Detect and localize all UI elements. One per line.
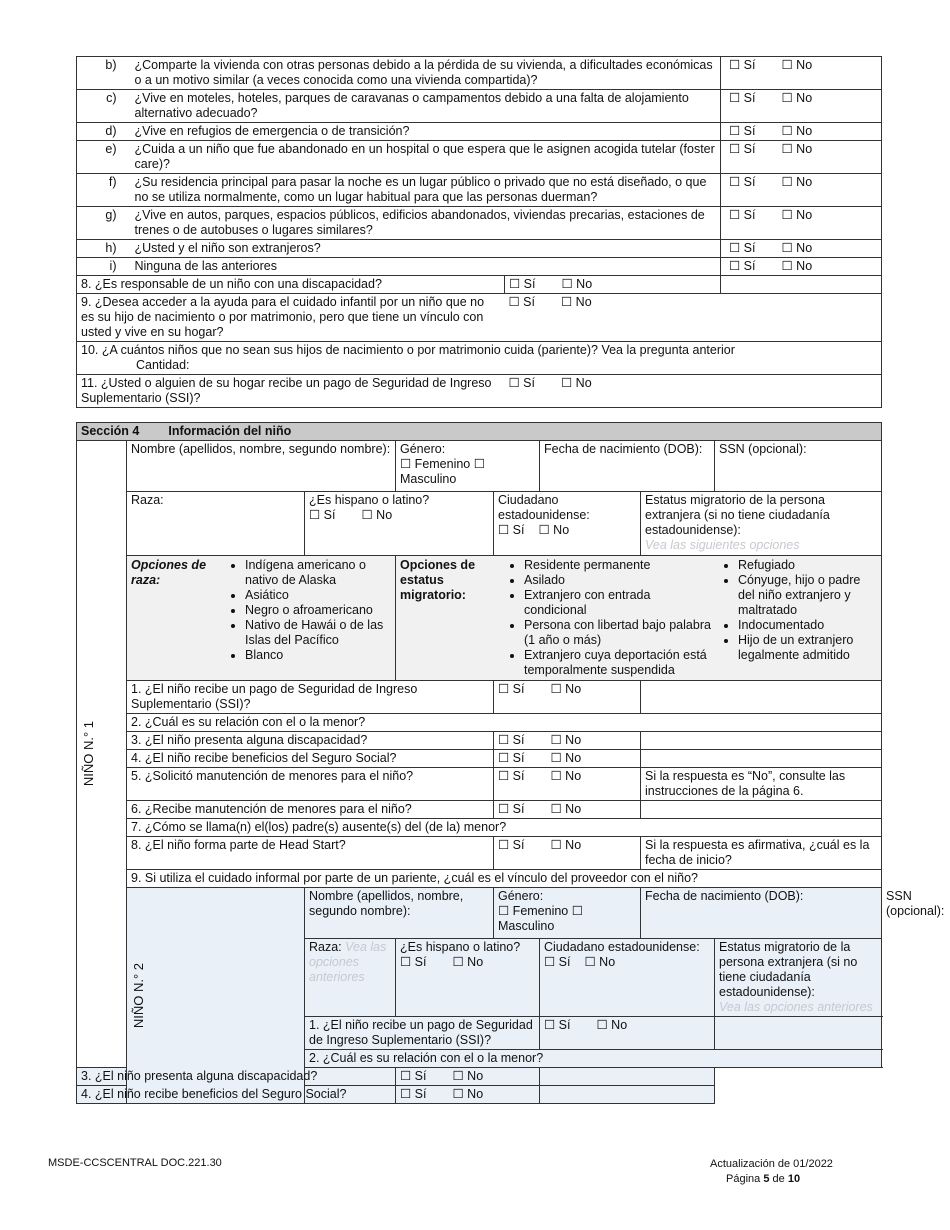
child-2-q1-yes[interactable]: ☐ Sí (544, 1018, 571, 1032)
section-title: Información del niño (168, 424, 292, 438)
child-1-q1-empty (641, 681, 882, 714)
child-1-q5-yes[interactable]: ☐ Sí (498, 769, 525, 783)
housing-question-row (77, 174, 882, 207)
child-2-immigration-hint: Vea las opciones anteriores (719, 1000, 873, 1014)
q8-options (505, 276, 721, 294)
yes-checkbox[interactable]: ☐ Sí (729, 241, 756, 255)
yes-checkbox[interactable]: ☐ Sí (729, 124, 756, 138)
child-1-q1-no[interactable]: ☐ No (550, 682, 582, 696)
yes-checkbox[interactable]: ☐ Sí (729, 91, 756, 105)
question-text: ¿Vive en refugios de emergencia o de transición? (131, 123, 721, 141)
child-1-male-checkbox[interactable]: Masculino (400, 472, 457, 486)
gender-label: Género: (498, 889, 544, 903)
race-options-cell (127, 556, 396, 681)
footer-page-of: de (772, 1173, 785, 1185)
question-letter: g) (77, 207, 131, 240)
race-label: Raza: (131, 493, 164, 507)
child-2-male-checkbox[interactable]: Masculino (498, 919, 555, 933)
q9-no-checkbox[interactable]: ☐ No (561, 295, 592, 309)
child-1-q1: 1. ¿El niño recibe un pago de Seguridad de Ingreso Suplementario (SSI)? (127, 681, 494, 714)
child-1-female-checkbox[interactable]: ☐ Femenino ☐ (400, 457, 485, 471)
option-item: • Nativo de Hawái o de las Islas del Pacífico (245, 618, 391, 648)
hispanic-label: ¿Es hispano o latino? (309, 493, 430, 507)
question-options (721, 90, 882, 123)
child-2-citizen-no[interactable]: ☐ No (584, 955, 616, 969)
child-2-hispanic-yes[interactable]: ☐ Sí (400, 955, 427, 969)
child-1-dob-field[interactable] (540, 441, 715, 492)
housing-question-row (77, 240, 882, 258)
child-1-q9[interactable]: 9. Si utiliza el cuidado informal por parte de un pariente, ¿cuál es el vínculo del proveedor con el niño? (127, 870, 882, 888)
q9-options (505, 294, 882, 342)
housing-question-row (77, 123, 882, 141)
status-options-label: Opciones de estatus migratorio: (400, 558, 476, 602)
q10-cell (77, 342, 882, 375)
child-1-hispanic-field (305, 492, 494, 556)
hispanic-label: ¿Es hispano o latino? (400, 940, 521, 954)
q9-text (77, 294, 505, 342)
child-1-q3-empty (641, 732, 882, 750)
option-item: • Indocumentado (738, 618, 877, 633)
q9-label: 9. ¿Desea acceder a la ayuda para el cuidado infantil por un niño que no es su hijo de nacimiento o por matrimonio, pero que tiene un vínculo con usted y vive en su hogar? (81, 295, 485, 339)
child-2-female-checkbox[interactable]: ☐ Femenino ☐ (498, 904, 583, 918)
name-label: Nombre (apellidos, nombre, segundo nombre): (131, 442, 391, 456)
child-2-q2[interactable]: 2. ¿Cuál es su relación con el o la menor? (305, 1050, 882, 1068)
immigration-label: Estatus migratorio de la persona extranjera (si no tiene ciudadanía estadounidense): (719, 940, 858, 999)
option-item: • Indígena americano o nativo de Alaska (245, 558, 391, 588)
child-1-q3: 3. ¿El niño presenta alguna discapacidad? (127, 732, 494, 750)
footer-doc-id: MSDE-CCSCENTRAL DOC.221.30 (48, 1157, 222, 1169)
option-item: • Hijo de un extranjero legalmente admitido (738, 633, 877, 663)
child-2-q4: 4. ¿El niño recibe beneficios del Seguro Social? (77, 1086, 396, 1104)
q9-yes-checkbox[interactable]: ☐ Sí (508, 295, 535, 309)
yes-checkbox[interactable]: ☐ Sí (729, 142, 756, 156)
child-2-name-field[interactable] (305, 888, 494, 939)
question-letter: b) (77, 57, 131, 90)
housing-question-row (77, 90, 882, 123)
footer-page-prefix: Página (726, 1173, 761, 1185)
footer-page (710, 1172, 833, 1187)
child-1-q8-note: Si la respuesta es afirmativa, ¿cuál es la fecha de inicio? (641, 837, 882, 870)
child-2-q3-options (396, 1068, 540, 1086)
question-letter: f) (77, 174, 131, 207)
q8-yes-checkbox[interactable]: ☐ Sí (509, 277, 536, 291)
child-1-q4: 4. ¿El niño recibe beneficios del Seguro Social? (127, 750, 494, 768)
dob-label: Fecha de nacimiento (DOB): (544, 442, 703, 456)
housing-question-row (77, 57, 882, 90)
option-item: • Blanco (245, 648, 391, 663)
child-1-q5-options (494, 768, 641, 801)
race-label: Raza: (309, 940, 342, 954)
housing-questions-table (76, 56, 882, 276)
option-item: • Negro o afroamericano (245, 603, 391, 618)
child-1-q8-no[interactable]: ☐ No (550, 838, 582, 852)
no-checkbox[interactable]: ☐ No (781, 241, 813, 255)
child-1-q3-yes[interactable]: ☐ Sí (498, 733, 525, 747)
child-1-q1-options (494, 681, 641, 714)
child-1-q3-no[interactable]: ☐ No (550, 733, 582, 747)
household-questions-table (76, 275, 882, 408)
child-2-q4-no[interactable]: ☐ No (452, 1087, 484, 1101)
child-1-label-cell (77, 441, 127, 1068)
housing-question-row (77, 207, 882, 240)
option-item: • Persona con libertad bajo palabra (1 año o más) (524, 618, 714, 648)
option-item: • Asilado (524, 573, 714, 588)
child-2-q3: 3. ¿El niño presenta alguna discapacidad? (77, 1068, 396, 1086)
question-text: ¿Vive en moteles, hoteles, parques de caravanas o campamentos debido a una falta de alojamiento alternativo adecuado? (131, 90, 721, 123)
question-options (721, 123, 882, 141)
child-2-gender-field (494, 888, 641, 939)
child-2-q4-options (396, 1086, 540, 1104)
child-1-q5-no[interactable]: ☐ No (550, 769, 582, 783)
child-1-q4-options (494, 750, 641, 768)
child-1-q4-yes[interactable]: ☐ Sí (498, 751, 525, 765)
question-options (721, 174, 882, 207)
footer-update: Actualización de 01/2022 (710, 1158, 833, 1170)
no-checkbox[interactable]: ☐ No (781, 175, 813, 189)
citizen-label: Ciudadano estadounidense: (544, 940, 700, 954)
child-1-q8: 8. ¿El niño forma parte de Head Start? (127, 837, 494, 870)
dob-label: Fecha de nacimiento (DOB): (645, 889, 804, 903)
child-1-immigration-field[interactable] (641, 492, 882, 556)
child-2-race-field[interactable] (305, 939, 396, 1017)
section-header (77, 423, 882, 441)
question-text: ¿Cuida a un niño que fue abandonado en un hospital o que espera que le asignen acogida tutelar (foster care)? (131, 141, 721, 174)
question-letter: i) (77, 258, 131, 276)
q8-empty (721, 276, 882, 294)
q8-text: 8. ¿Es responsable de un niño con una discapacidad? (77, 276, 505, 294)
no-checkbox[interactable]: ☐ No (781, 208, 813, 222)
q11-text (77, 375, 505, 408)
child-1-gender-field (396, 441, 540, 492)
question-letter: h) (77, 240, 131, 258)
child-2-q1: 1. ¿El niño recibe un pago de Seguridad de Ingreso Suplementario (SSI)? (305, 1017, 540, 1050)
q10-quantity-label: Cantidad: (136, 358, 190, 372)
question-options (721, 258, 882, 276)
child-1-q1-yes[interactable]: ☐ Sí (498, 682, 525, 696)
question-options (721, 207, 882, 240)
child-1-q2[interactable]: 2. ¿Cuál es su relación con el o la menor? (127, 714, 882, 732)
housing-question-row (77, 141, 882, 174)
ssn-label: SSN (opcional): (886, 889, 945, 918)
option-item: • Residente permanente (524, 558, 714, 573)
child-1-q8-yes[interactable]: ☐ Sí (498, 838, 525, 852)
q10-text: 10. ¿A cuántos niños que no sean sus hijos de nacimiento o por matrimonio cuida (pariente)? Vea la pregunta anterior (81, 343, 735, 357)
question-text: Ninguna de las anteriores (131, 258, 721, 276)
ssn-label: SSN (opcional): (719, 442, 807, 456)
question-options (721, 240, 882, 258)
footer-page-num: 5 (763, 1173, 770, 1185)
housing-question-row (77, 258, 882, 276)
option-item: • Refugiado (738, 558, 877, 573)
child-2-q4-empty (540, 1086, 715, 1104)
child-1-ssn-field[interactable] (715, 441, 882, 492)
child-1-immigration-hint: Vea las siguientes opciones (645, 538, 800, 552)
child-2-q3-empty (540, 1068, 715, 1086)
child-1-q6: 6. ¿Recibe manutención de menores para el niño? (127, 801, 494, 819)
child-2-citizen-yes[interactable]: ☐ Sí (544, 955, 571, 969)
child-2-label: NIÑO N.° 2 (131, 962, 146, 1029)
child-1-q5-note: Si la respuesta es “No”, consulte las instrucciones de la página 6. (641, 768, 882, 801)
question-text: ¿Usted y el niño son extranjeros? (131, 240, 721, 258)
option-item: • Asiático (245, 588, 391, 603)
child-1-hispanic-no[interactable]: ☐ No (361, 508, 393, 522)
child-1-q8-options (494, 837, 641, 870)
child-2-hispanic-field (396, 939, 540, 1017)
yes-checkbox[interactable]: ☐ Sí (729, 259, 756, 273)
option-item: • Extranjero cuya deportación está temporalmente suspendida (524, 648, 714, 678)
footer-right (710, 1157, 833, 1187)
child-1-q3-options (494, 732, 641, 750)
q11-no-checkbox[interactable]: ☐ No (561, 376, 592, 390)
child-2-dob-field[interactable] (641, 888, 882, 939)
footer-page-total: 10 (787, 1173, 801, 1185)
child-2-q3-yes[interactable]: ☐ Sí (400, 1069, 427, 1083)
child-1-q6-options (494, 801, 641, 819)
question-letter: d) (77, 123, 131, 141)
section-label: Sección 4 (81, 424, 140, 438)
child-1-citizen-field (494, 492, 641, 556)
option-item: • Cónyuge, hijo o padre del niño extranjero y maltratado (738, 573, 877, 618)
status-options-list-1 (500, 558, 714, 678)
no-checkbox[interactable]: ☐ No (781, 91, 813, 105)
question-text: ¿Vive en autos, parques, espacios públicos, edificios abandonados, viviendas precarias, estaciones de trenes o de autobuses o lugares similares? (131, 207, 721, 240)
option-item: • Extranjero con entrada condicional (524, 588, 714, 618)
q11-options (505, 375, 882, 408)
no-checkbox[interactable]: ☐ No (781, 142, 813, 156)
yes-checkbox[interactable]: ☐ Sí (729, 58, 756, 72)
q11-yes-checkbox[interactable]: ☐ Sí (508, 376, 535, 390)
child-2-q3-no[interactable]: ☐ No (452, 1069, 484, 1083)
child-2-immigration-field[interactable] (715, 939, 882, 1017)
immigration-options-cell (396, 556, 882, 681)
child-1-citizen-yes[interactable]: ☐ Sí (498, 523, 525, 537)
form-page (76, 56, 945, 1104)
child-1-q6-no[interactable]: ☐ No (550, 802, 582, 816)
citizen-label: Ciudadano estadounidense: (498, 493, 590, 522)
yes-checkbox[interactable]: ☐ Sí (729, 175, 756, 189)
yes-checkbox[interactable]: ☐ Sí (729, 208, 756, 222)
child-1-label: NIÑO N.° 1 (81, 721, 96, 787)
child-1-citizen-no[interactable]: ☐ No (538, 523, 570, 537)
child-1-q4-no[interactable]: ☐ No (550, 751, 582, 765)
q8-no-checkbox[interactable]: ☐ No (561, 277, 593, 291)
question-text: ¿Comparte la vivienda con otras personas debido a la pérdida de su vivienda, a dificultades económicas o a un motivo similar (a veces conocida como una vivienda compartida)? (131, 57, 721, 90)
question-options (721, 57, 882, 90)
question-letter: e) (77, 141, 131, 174)
child-1-q5: 5. ¿Solicitó manutención de menores para el niño? (127, 768, 494, 801)
status-options-list-2 (714, 558, 877, 678)
child-2-q1-empty (715, 1017, 882, 1050)
race-options-label: Opciones de raza: (131, 558, 207, 587)
child-2-q1-options (540, 1017, 715, 1050)
child-1-q4-empty (641, 750, 882, 768)
child-2-hispanic-no[interactable]: ☐ No (452, 955, 484, 969)
name-label: Nombre (apellidos, nombre, segundo nombre): (309, 889, 464, 918)
no-checkbox[interactable]: ☐ No (781, 259, 813, 273)
child-1-q7[interactable]: 7. ¿Cómo se llama(n) el(los) padre(s) ausente(s) del (de la) menor? (127, 819, 882, 837)
q11-label: 11. ¿Usted o alguien de su hogar recibe un pago de Seguridad de Ingreso Suplementario (SSI)? (81, 376, 492, 405)
no-checkbox[interactable]: ☐ No (781, 124, 813, 138)
child-2-citizen-field (540, 939, 715, 1017)
child-1-hispanic-yes[interactable]: ☐ Sí (309, 508, 336, 522)
child-2-q4-yes[interactable]: ☐ Sí (400, 1087, 427, 1101)
child-1-q6-empty (641, 801, 882, 819)
child-2-q1-no[interactable]: ☐ No (596, 1018, 628, 1032)
immigration-label: Estatus migratorio de la persona extranjera (si no tiene ciudadanía estadounidense): (645, 493, 830, 537)
question-letter: c) (77, 90, 131, 123)
no-checkbox[interactable]: ☐ No (781, 58, 813, 72)
child-1-race-field[interactable] (127, 492, 305, 556)
question-options (721, 141, 882, 174)
child-1-q6-yes[interactable]: ☐ Sí (498, 802, 525, 816)
child-1-name-field[interactable] (127, 441, 396, 492)
race-options-list (227, 558, 391, 663)
question-text: ¿Su residencia principal para pasar la noche es un lugar público o privado que no está diseñado, o que no se utiliza normalmente, como un lugar habitual para que las personas duerman? (131, 174, 721, 207)
section-4-table (76, 422, 945, 1104)
gender-label: Género: (400, 442, 446, 456)
child-2-race-hint: Vea las opciones anteriores (309, 940, 387, 984)
